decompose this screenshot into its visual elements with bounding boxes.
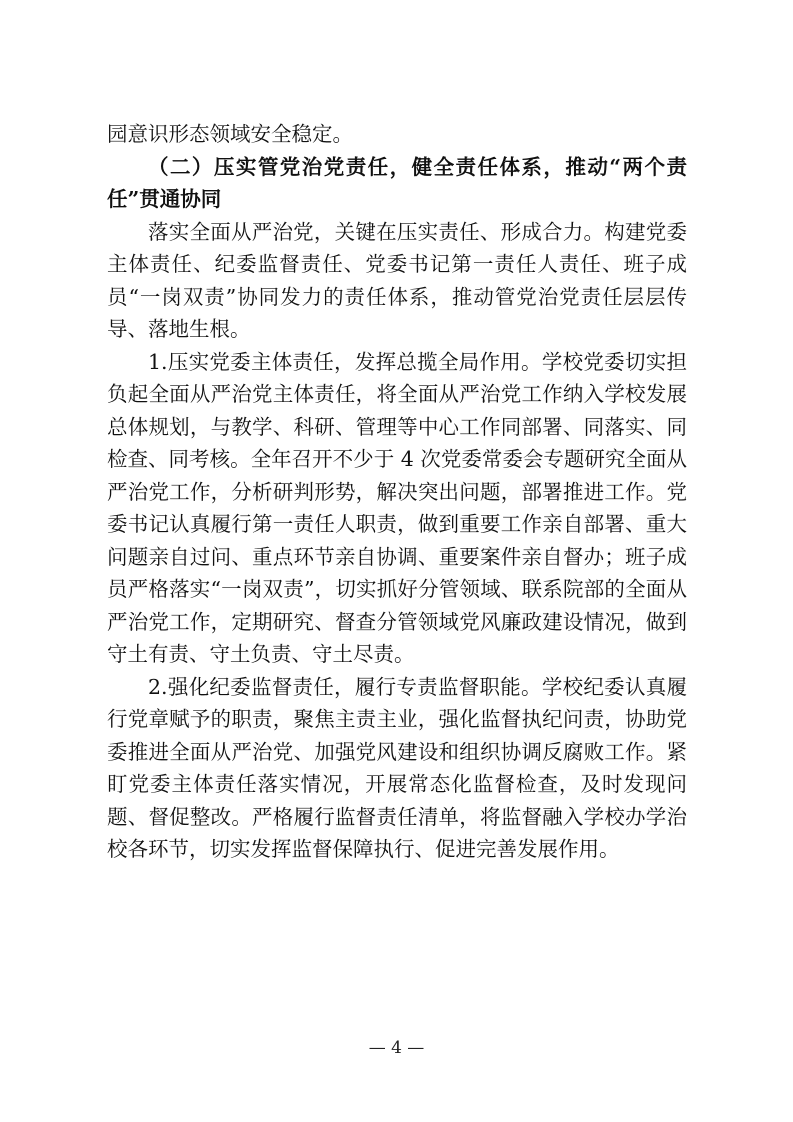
section-heading: （二）压实管党治党责任，健全责任体系，推动“两个责任”贯通协同 xyxy=(107,154,687,211)
document-body xyxy=(107,118,687,866)
paragraph-item-1: 1.压实党委主体责任，发挥总揽全局作用。学校党委切实担负起全面从严治党主体责任，将全面从严治党工作纳入学校发展总体规划，与教学、科研、管理等中心工作同部署、同落实、同检查、同考核。全年召开不少于 4 次党委常委会专题研究全面从严治党工作，分析研判形势，解决突出问题，部署推进工作。党委书记认真履行第一责任人职责，做到重要工作亲自部署、重大问题亲自过问、重点环节亲自协调、重要案件亲自督办；班子成员严格落实“一岗双责”，切实抓好分管领域、联系院部的全面从严治党工作，定期研究、督查分管领域党风廉政建设情况，做到守土有责、守土负责、守土尽责。 xyxy=(107,349,687,666)
paragraph-continuation: 园意识形态领域安全稳定。 xyxy=(107,122,353,146)
paragraph-item-2: 2.强化纪委监督责任，履行专责监督职能。学校纪委认真履行党章赋予的职责，聚焦主责主业，强化监督执纪问责，协助党委推进全面从严治党、加强党风建设和组织协调反腐败工作。紧盯党委主体责任落实情况，开展常态化监督检查，及时发现问题、督促整改。严格履行监督责任清单，将监督融入学校办学治校各环节，切实发挥监督保障执行、促进完善发展作用。 xyxy=(107,674,687,861)
page-number: — 4 — xyxy=(368,1038,425,1058)
paragraph-intro: 落实全面从严治党，关键在压实责任、形成合力。构建党委主体责任、纪委监督责任、党委书记第一责任人责任、班子成员“一岗双责”协同发力的责任体系，推动管党治党责任层层传导、落地生根。 xyxy=(107,219,687,341)
